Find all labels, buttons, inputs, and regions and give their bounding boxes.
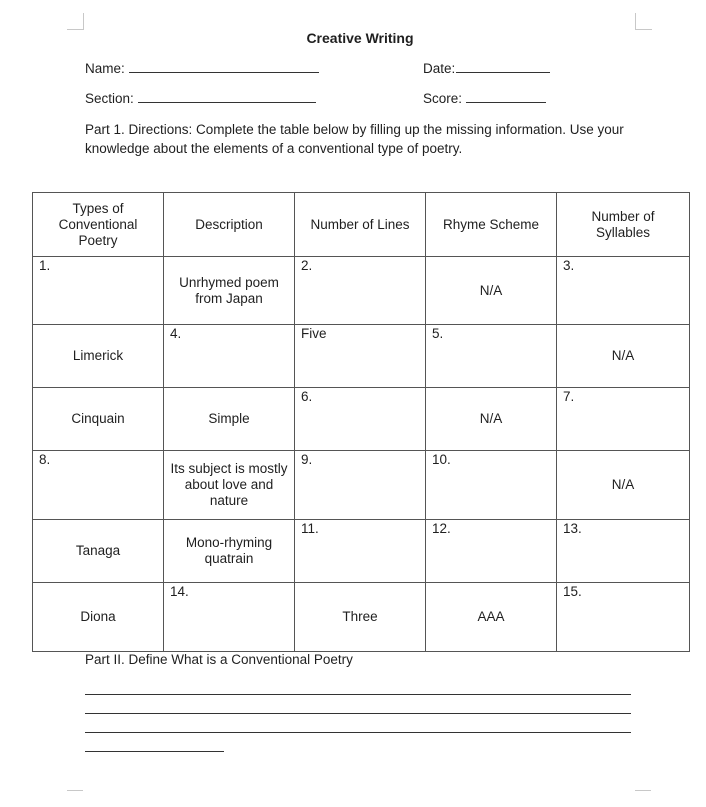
answer-line[interactable] xyxy=(85,732,631,733)
item-number: 15. xyxy=(563,584,582,599)
cell-text: N/A xyxy=(479,411,503,426)
table-cell[interactable] xyxy=(164,520,295,583)
cell-text: Mono-rhyming quatrain xyxy=(185,535,273,566)
date-field[interactable] xyxy=(423,61,550,76)
item-number: 2. xyxy=(301,258,313,273)
item-number: Five xyxy=(301,326,327,341)
table-cell[interactable] xyxy=(164,583,295,652)
item-number: 7. xyxy=(563,389,575,404)
cell-text: Limerick xyxy=(72,348,124,363)
table-cell[interactable] xyxy=(426,325,557,388)
table-row xyxy=(33,325,690,388)
page-corner-mark xyxy=(635,790,651,807)
table-cell[interactable] xyxy=(557,325,690,388)
table-cell[interactable] xyxy=(426,520,557,583)
date-blank[interactable] xyxy=(456,72,550,73)
table-cell[interactable] xyxy=(33,325,164,388)
item-number: 12. xyxy=(432,521,451,536)
item-number: 9. xyxy=(301,452,313,467)
name-blank[interactable] xyxy=(129,72,319,73)
table-header-row xyxy=(33,193,690,257)
table-cell[interactable] xyxy=(426,451,557,520)
table-row xyxy=(33,520,690,583)
name-label: Name: xyxy=(85,61,125,76)
table-cell[interactable] xyxy=(164,325,295,388)
section-field[interactable] xyxy=(85,91,316,106)
cell-text: Diona xyxy=(80,609,116,624)
table-row xyxy=(33,257,690,325)
part1-directions: Part 1. Directions: Complete the table below by filling up the missing information. Use your knowledge about the elements of a conventional type of poetry. xyxy=(85,122,624,156)
table-cell[interactable] xyxy=(557,451,690,520)
table-cell[interactable] xyxy=(33,583,164,652)
item-number: 13. xyxy=(563,521,582,536)
name-field[interactable] xyxy=(85,61,319,76)
table-cell[interactable] xyxy=(557,388,690,451)
table-cell[interactable] xyxy=(426,257,557,325)
score-field[interactable] xyxy=(423,91,546,106)
item-number: 5. xyxy=(432,326,444,341)
item-number: 11. xyxy=(301,521,319,536)
page-corner-mark xyxy=(67,790,83,807)
header-description: Description xyxy=(164,193,295,257)
cell-text: Three xyxy=(342,609,378,624)
cell-text: N/A xyxy=(611,477,635,492)
answer-line[interactable] xyxy=(85,694,631,695)
table-cell[interactable] xyxy=(33,388,164,451)
table-cell[interactable] xyxy=(295,257,426,325)
item-number: 3. xyxy=(563,258,575,273)
section-label: Section: xyxy=(85,91,134,106)
poetry-table xyxy=(32,192,690,652)
table-cell[interactable] xyxy=(557,257,690,325)
table-cell[interactable] xyxy=(33,257,164,325)
item-number: 6. xyxy=(301,389,313,404)
cell-text: Unrhymed poem from Japan xyxy=(179,274,279,306)
table-row xyxy=(33,388,690,451)
table-cell[interactable] xyxy=(33,520,164,583)
part2-heading: Part II. Define What is a Conventional Poetry xyxy=(85,652,353,667)
table-row xyxy=(33,451,690,520)
table-cell[interactable] xyxy=(557,583,690,652)
table-cell[interactable] xyxy=(164,451,295,520)
header-types: Types of Conventional Poetry xyxy=(33,193,164,257)
cell-text: Simple xyxy=(208,411,250,426)
page-title: Creative Writing xyxy=(306,30,414,46)
score-label: Score: xyxy=(423,91,463,106)
page-corner-mark xyxy=(635,13,652,30)
answer-line[interactable] xyxy=(85,751,224,752)
header-number-of-syllables: Number of Syllables xyxy=(557,193,690,257)
cell-text: Tanaga xyxy=(75,543,121,558)
item-number: 10. xyxy=(432,452,451,467)
item-number: 4. xyxy=(170,326,182,341)
table-cell[interactable] xyxy=(295,583,426,652)
cell-text: Its subject is mostly about love and nature xyxy=(170,461,288,508)
item-number: 1. xyxy=(39,258,51,273)
score-blank[interactable] xyxy=(466,102,546,103)
table-cell[interactable] xyxy=(557,520,690,583)
item-number: 8. xyxy=(39,452,51,467)
header-number-of-lines: Number of Lines xyxy=(295,193,426,257)
cell-text: Cinquain xyxy=(71,411,125,426)
table-cell[interactable] xyxy=(426,388,557,451)
table-cell[interactable] xyxy=(295,325,426,388)
date-label: Date: xyxy=(423,61,456,76)
answer-line[interactable] xyxy=(85,713,631,714)
cell-text: N/A xyxy=(611,348,635,363)
table-cell[interactable] xyxy=(295,520,426,583)
table-cell[interactable] xyxy=(295,451,426,520)
cell-text: N/A xyxy=(479,282,503,298)
table-cell[interactable] xyxy=(33,451,164,520)
table-row xyxy=(33,583,690,652)
cell-text: AAA xyxy=(477,609,505,624)
table-cell[interactable] xyxy=(295,388,426,451)
item-number: 14. xyxy=(170,584,189,599)
header-rhyme-scheme: Rhyme Scheme xyxy=(426,193,557,257)
table-cell[interactable] xyxy=(164,257,295,325)
table-cell[interactable] xyxy=(164,388,295,451)
table-cell[interactable] xyxy=(426,583,557,652)
section-blank[interactable] xyxy=(138,102,316,103)
page-corner-mark xyxy=(67,13,84,30)
